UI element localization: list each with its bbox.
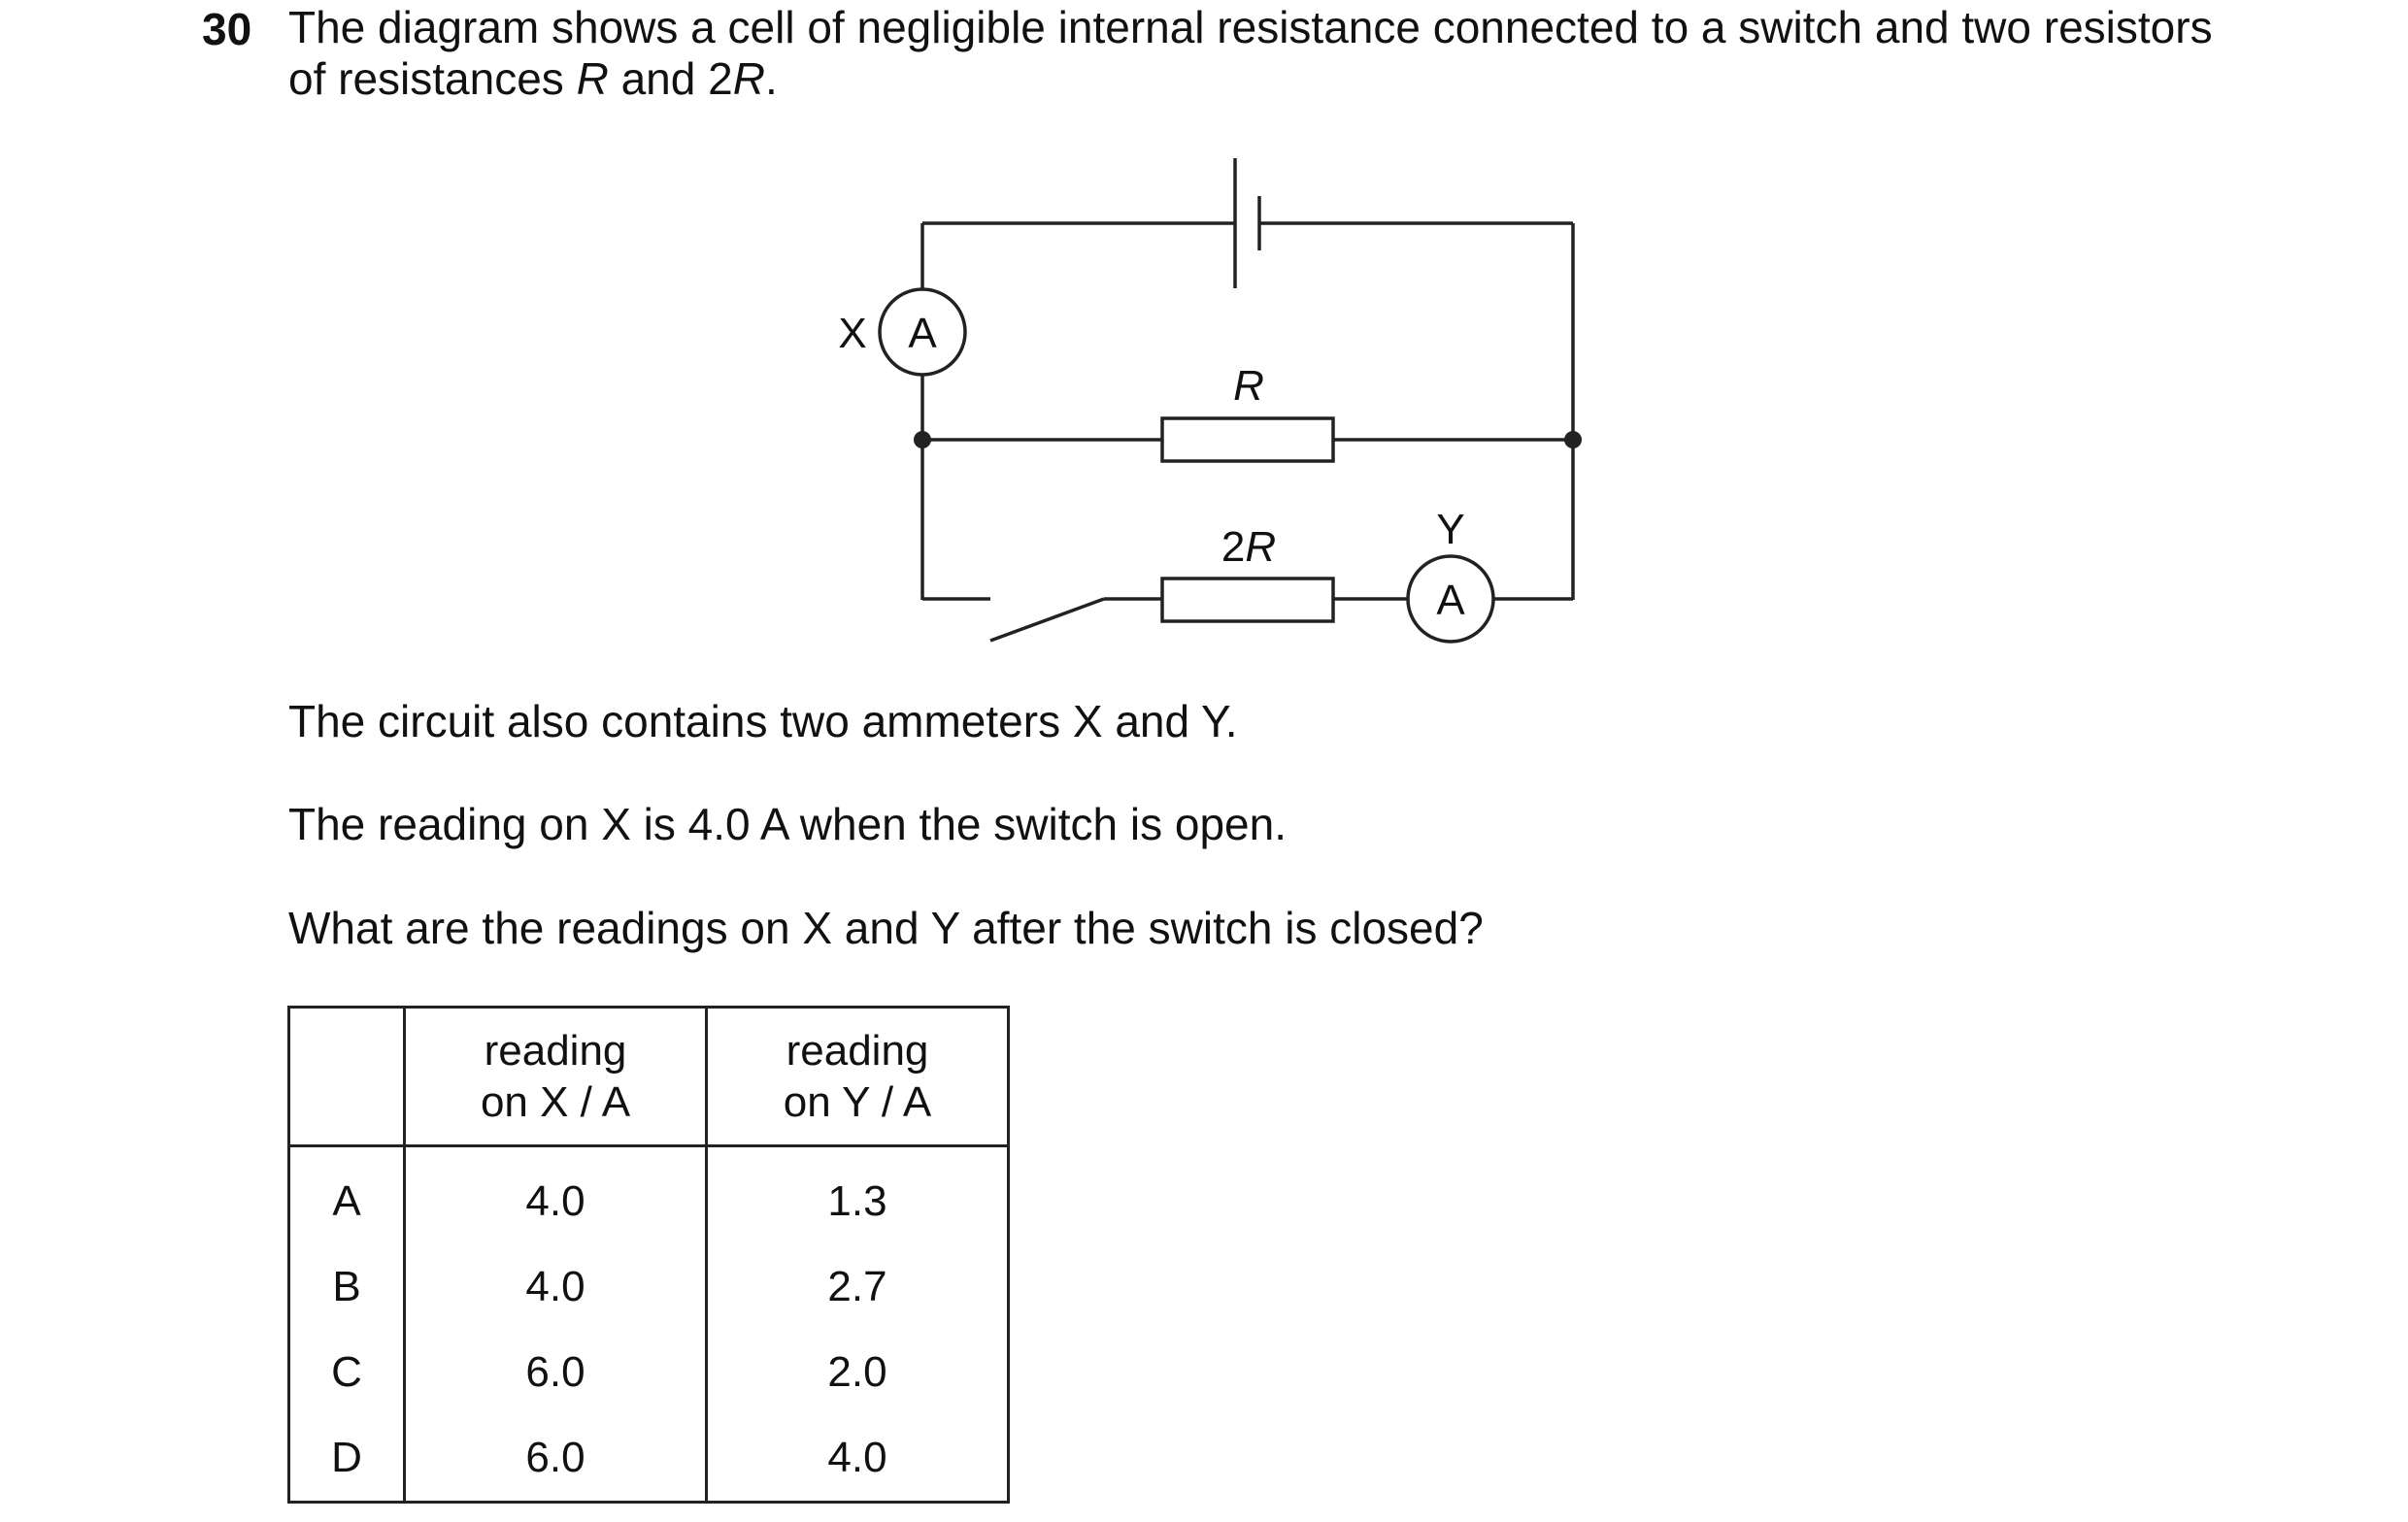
- option-letter: C: [289, 1330, 405, 1415]
- ammeter-x-label: X: [838, 310, 867, 357]
- option-reading-y: 1.3: [707, 1146, 1009, 1245]
- stem-symbol-2r: R: [732, 53, 765, 104]
- stem-line-2-text-a: of resistances: [288, 53, 577, 104]
- option-row-b[interactable]: [289, 1244, 1009, 1330]
- paragraph-ammeters: The circuit also contains two ammeters X and Y.: [288, 696, 1238, 746]
- junction-left: [914, 431, 931, 448]
- option-reading-y: 2.0: [707, 1330, 1009, 1415]
- header-x-line1: reading: [484, 1027, 627, 1075]
- paragraph-reading-x: The reading on X is 4.0 A when the switch is open.: [288, 799, 1287, 849]
- option-letter: B: [289, 1244, 405, 1330]
- resistor-r-label: R: [1233, 362, 1264, 410]
- header-y-line2: on Y / A: [783, 1078, 932, 1126]
- answer-table-header: [289, 1008, 1009, 1146]
- ammeter-y-label: Y: [1436, 506, 1465, 553]
- resistor-2r-label: [1221, 523, 1276, 571]
- header-reading-x: [405, 1008, 707, 1146]
- ammeter-x-symbol: A: [908, 310, 937, 357]
- question-number: 30: [202, 4, 252, 54]
- option-reading-y: 2.7: [707, 1244, 1009, 1330]
- resistor-2r-label-var: R: [1245, 523, 1277, 571]
- resistor-2r-label-num: 2: [1221, 523, 1246, 571]
- stem-line-2-text-c: .: [764, 53, 778, 104]
- option-letter: D: [289, 1415, 405, 1503]
- option-row-d[interactable]: [289, 1415, 1009, 1503]
- switch-blade: [990, 599, 1104, 641]
- ammeter-y-symbol: A: [1436, 577, 1465, 624]
- header-reading-y: [707, 1008, 1009, 1146]
- option-reading-x: 6.0: [405, 1415, 707, 1503]
- header-blank-cell: [289, 1008, 405, 1146]
- answer-table: [287, 1006, 1010, 1504]
- resistor-2r: [1162, 579, 1333, 621]
- paragraph-question: What are the readings on X and Y after the switch is closed?: [288, 903, 1484, 953]
- header-y-line1: reading: [786, 1027, 929, 1075]
- option-letter: A: [289, 1146, 405, 1245]
- stem-line-2-text-b: and 2: [608, 53, 733, 104]
- header-x-line2: on X / A: [480, 1078, 631, 1126]
- circuit-diagram: [0, 0, 2408, 699]
- stem-line-1: The diagram shows a cell of negligible internal resistance connected to a switch and two resistors: [288, 2, 2213, 52]
- junction-right: [1564, 431, 1582, 448]
- option-reading-x: 6.0: [405, 1330, 707, 1415]
- option-reading-x: 4.0: [405, 1146, 707, 1245]
- option-row-c[interactable]: [289, 1330, 1009, 1415]
- option-row-a[interactable]: [289, 1146, 1009, 1245]
- stem-symbol-r: R: [576, 53, 609, 104]
- option-reading-x: 4.0: [405, 1244, 707, 1330]
- resistor-r: [1162, 418, 1333, 461]
- option-reading-y: 4.0: [707, 1415, 1009, 1503]
